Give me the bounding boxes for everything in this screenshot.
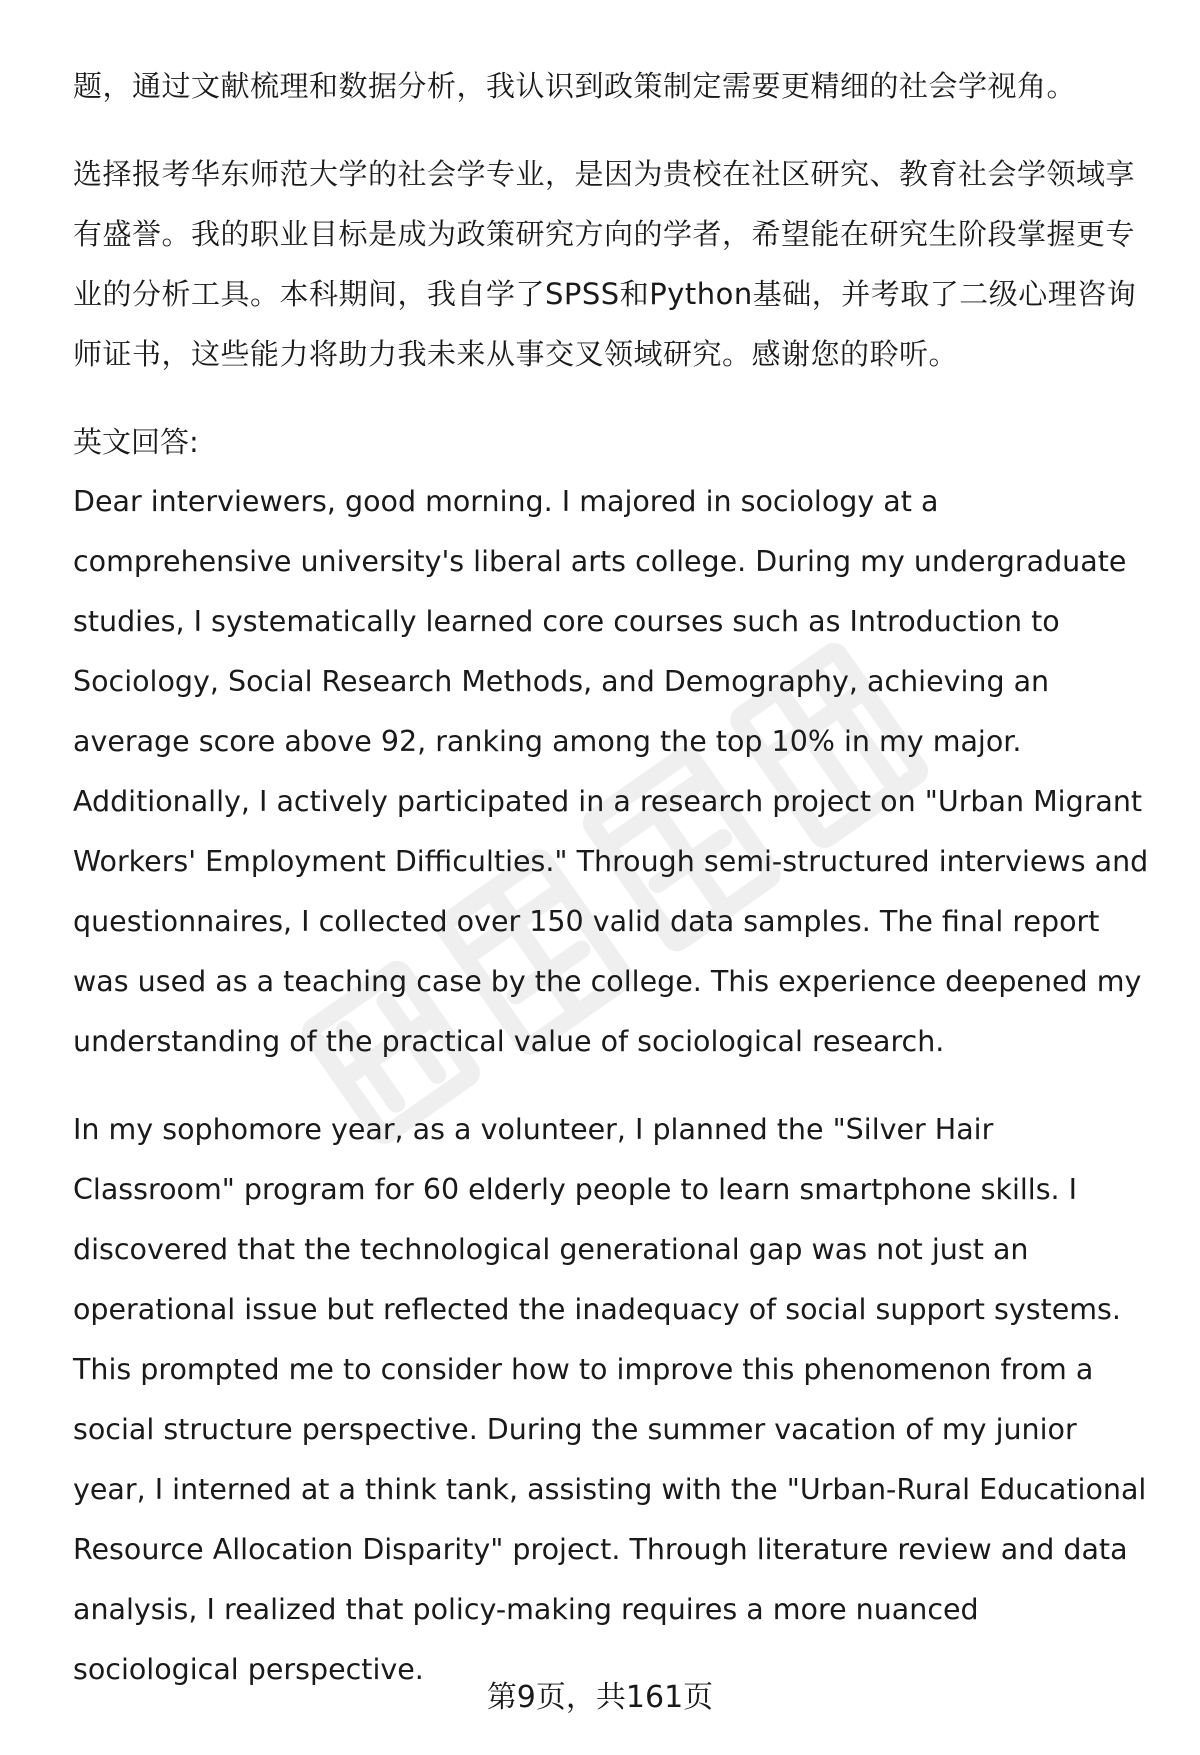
paragraph-zh-1: 题，通过文献梳理和数据分析，我认识到政策制定需要更精细的社会学视角。: [73, 69, 1077, 103]
paragraph-en-2: In my sophomore year, as a volunteer, I planned the "Silver Hair Classroom" program for 60 elderly people to learn smartphone skills. I discovered that the technological generational gap was not just an operational issue but reflected the inadequacy of social support systems. This prompted me to consider how to improve this phenomenon from a social structure perspective. During the summer vacation of my junior year, I interned at a think tank, assisting with the "Urban-Rural Educational Resource Allocation Disparity" project. Through literature review and data analysis, I realized that policy-making requires a more nuanced sociological perspective.: [73, 1113, 1147, 1686]
english-answer-heading: 英文回答:: [73, 425, 199, 459]
paragraph-gap: [73, 384, 1153, 412]
document-body: [73, 56, 1153, 1700]
paragraph-zh-2: 选择报考华东师范大学的社会学专业，是因为贵校在社区研究、教育社会学领域享有盛誉。我的职业目标是成为政策研究方向的学者，希望能在研究生阶段掌握更专业的分析工具。本科期间，我自学了SPSS和Python基础，并考取了二级心理咨询师证书，这些能力将助力我未来从事交叉领域研究。感谢您的聆听。: [73, 157, 1137, 371]
paragraph-gap: [73, 116, 1153, 144]
paragraph-en-1: Dear interviewers, good morning. I majored in sociology at a comprehensive university's liberal arts college. During my undergraduate studies, I systematically learned core courses such as Introduction to Sociology, Social Research Methods, and Demography, achieving an average score above 92, ranking among the top 10% in my major. Additionally, I actively participated in a research project on "Urban Migrant Workers' Employment Difficulties." Through semi-structured interviews and questionnaires, I collected over 150 valid data samples. The final report was used as a teaching case by the college. This experience deepened my understanding of the practical value of sociological research.: [73, 485, 1149, 1058]
paragraph-gap: [73, 1072, 1153, 1100]
page-number-footer: 第9页，共161页: [486, 1680, 714, 1715]
